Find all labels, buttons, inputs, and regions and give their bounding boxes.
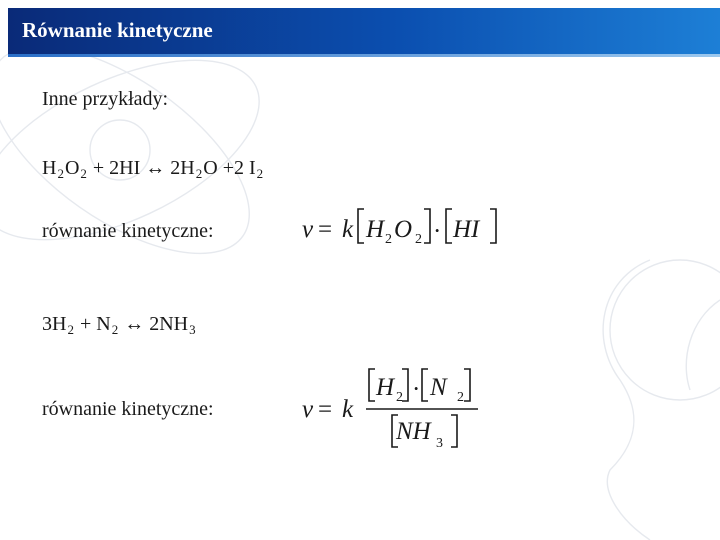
svg-text:N: N bbox=[430, 374, 447, 401]
svg-text:v: v bbox=[302, 396, 314, 423]
rate-equation-label-2: równanie kinetyczne: bbox=[42, 398, 214, 420]
svg-text:2: 2 bbox=[415, 232, 422, 247]
intro-text: Inne przykłady: bbox=[42, 88, 169, 110]
page-title: Równanie kinetyczne bbox=[22, 18, 213, 42]
svg-text:2: 2 bbox=[385, 232, 392, 247]
svg-text:v: v bbox=[302, 216, 314, 243]
svg-text:HI: HI bbox=[453, 216, 480, 243]
rate-equation-1 bbox=[300, 203, 510, 251]
svg-text:H: H bbox=[376, 374, 395, 401]
rate-equation-2 bbox=[300, 365, 500, 455]
svg-text:·: · bbox=[412, 376, 421, 403]
svg-text:H: H bbox=[366, 216, 385, 243]
svg-text:NH: NH bbox=[396, 418, 431, 445]
rate-equation-label-1: równanie kinetyczne: bbox=[42, 220, 214, 242]
svg-text:2: 2 bbox=[457, 390, 464, 405]
svg-text:O: O bbox=[394, 216, 413, 243]
title-bar bbox=[8, 8, 720, 54]
svg-text:=: = bbox=[318, 396, 333, 423]
reaction-1: $H_2O_2 + 2HI$ ↔ $2H_2O +2$ $I_2$ bbox=[42, 157, 264, 181]
svg-text:·: · bbox=[433, 218, 442, 245]
reaction-2: $3H_2 + N_2$ ↔ $2NH_3$ bbox=[42, 313, 196, 337]
svg-text:k: k bbox=[342, 396, 354, 423]
svg-text:2: 2 bbox=[396, 390, 403, 405]
svg-text:3: 3 bbox=[436, 436, 443, 451]
svg-text:=: = bbox=[318, 216, 333, 243]
svg-text:k: k bbox=[342, 216, 354, 243]
